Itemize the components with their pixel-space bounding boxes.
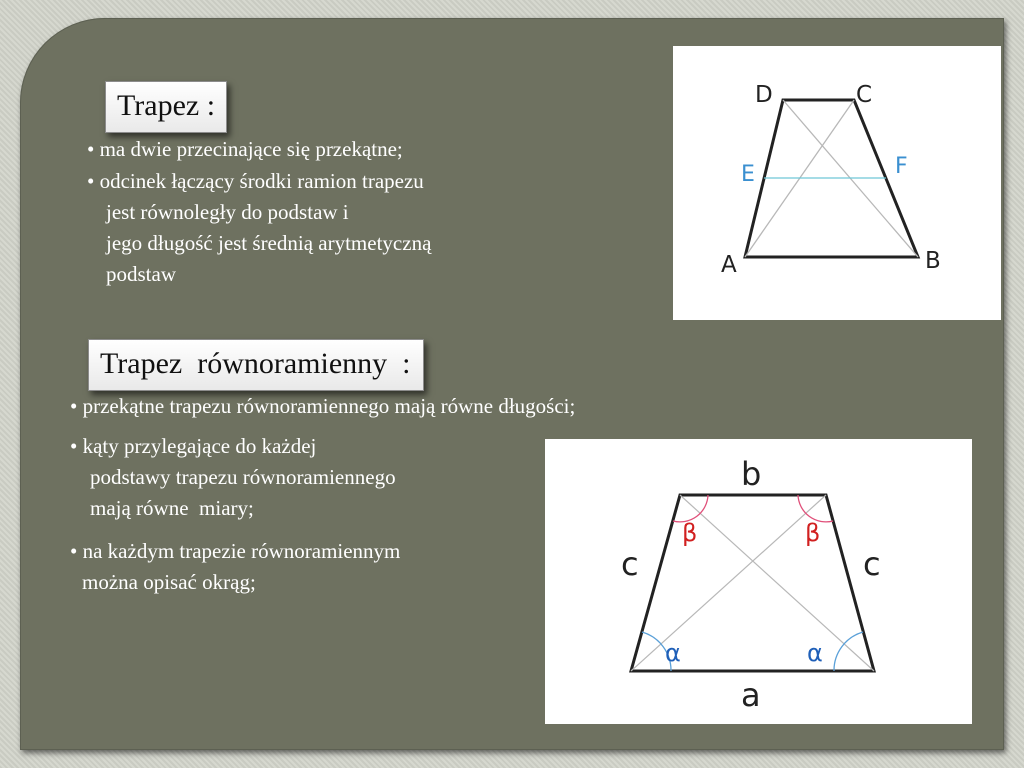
label-alpha-left: α — [665, 639, 681, 667]
trapezoid-figure — [673, 46, 1001, 320]
bullet-equal-diagonals: • przekątne trapezu równoramiennego mają równe długości; — [70, 394, 576, 418]
title-trapez-rownoramienny: Trapez równoramienny : — [88, 339, 424, 391]
label-e: E — [741, 162, 755, 187]
bullet-midline-line3: jego długość jest średnią arytmetyczną — [106, 231, 432, 255]
label-a: A — [721, 252, 737, 278]
isosceles-trapezoid-figure — [545, 439, 972, 724]
bullet-midline-line4: podstaw — [106, 262, 176, 286]
bullet-equal-angles-line2: podstawy trapezu równoramiennego — [90, 465, 396, 489]
bullet-equal-angles: • kąty przylegające do każdej — [70, 434, 317, 458]
diagonal-left-bottom-right-top — [631, 495, 826, 671]
bullet-midline-line2: jest równoległy do podstaw i — [106, 200, 349, 224]
bullet-equal-angles-line3: mają równe miary; — [90, 496, 254, 520]
diagonal-right-bottom-left-top — [680, 495, 874, 671]
isosceles-trapezoid-diagram — [545, 439, 972, 724]
label-f: F — [895, 154, 908, 179]
bullet-circumscribed-circle-line2: można opisać okrąg; — [82, 570, 256, 594]
title-trapez: Trapez : — [105, 81, 227, 133]
label-d: D — [755, 82, 773, 108]
label-side-c-left: c — [621, 545, 639, 583]
trapezoid-diagram — [673, 46, 1001, 320]
label-base-a: a — [741, 676, 761, 714]
bullet-circumscribed-circle: • na każdym trapezie równoramiennym — [70, 539, 401, 563]
label-c: C — [856, 82, 873, 108]
label-alpha-right: α — [807, 639, 823, 667]
label-b: B — [925, 248, 941, 274]
bullet-midline: • odcinek łączący środki ramion trapezu — [87, 169, 424, 193]
label-beta-right: β — [805, 519, 821, 547]
label-beta-left: β — [682, 519, 698, 547]
label-side-c-right: c — [863, 545, 881, 583]
label-base-b: b — [741, 455, 762, 493]
bullet-diagonals: • ma dwie przecinające się przekątne; — [87, 137, 403, 161]
